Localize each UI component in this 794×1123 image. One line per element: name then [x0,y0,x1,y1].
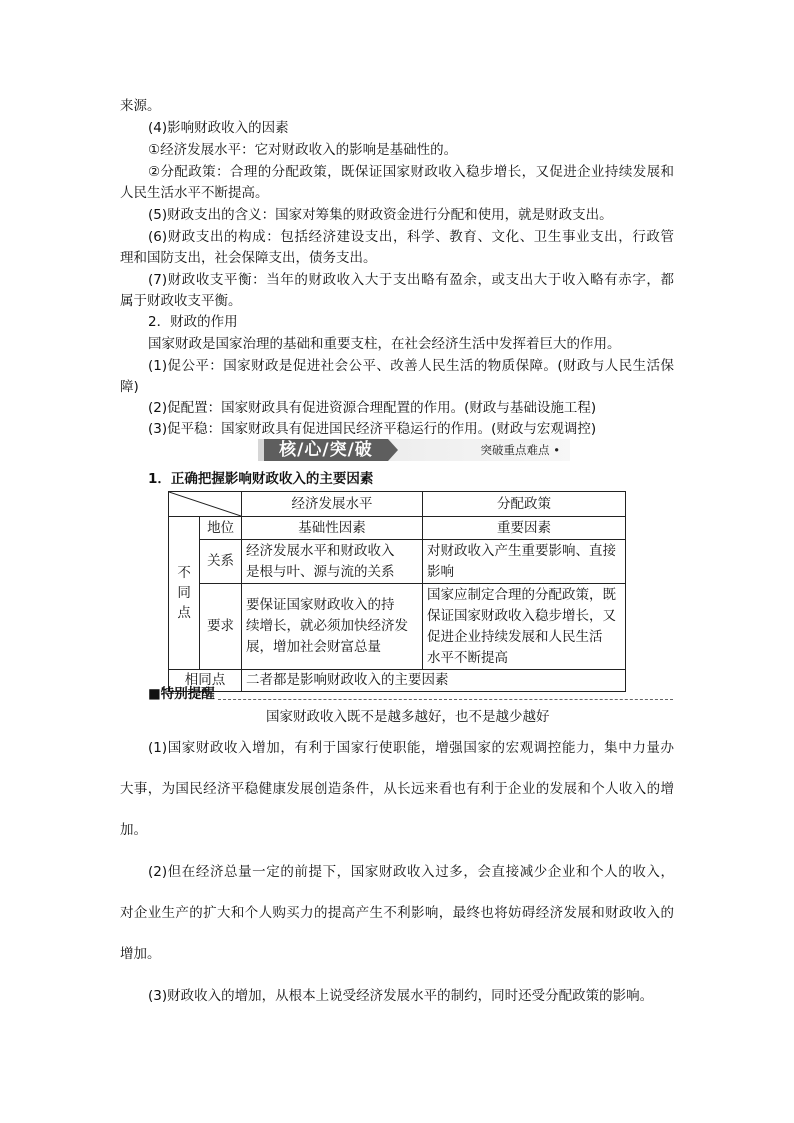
text-line: ①经济发展水平：它对财政收入的影响是基础性的。 [148,142,458,158]
text-line: 增加。 [120,946,161,962]
text-line: (1)促公平：国家财政是促进社会公平、改善人民生活的物质保障。(财政与人民生活保 [148,358,674,374]
text-line: 大事，为国民经济平稳健康发展创造条件，从长远来看也有利于企业的发展和个人收入的增 [120,781,674,797]
banner-title: 核/心/突/破 [264,439,388,461]
text-line: ②分配政策：合理的分配政策，既保证国家财政收入稳步增长，又促进企业持续发展和 [148,164,674,180]
table-row [169,670,626,692]
text-line: 属于财政收支平衡。 [120,293,242,309]
subheading: (4)影响财政收入的因素 [148,120,289,136]
text-line: 来源。 [120,98,161,114]
text-line: 障) [120,379,139,395]
row-label: 要求 [200,584,242,670]
text-line: (1)国家财政收入增加，有利于国家行使职能，增强国家的宏观调控能力，集中力量办 [148,740,674,756]
table-row [169,492,626,517]
text-line: (2)但在经济总量一定的前提下，国家财政收入过多，会直接减少企业和个人的收入， [148,864,674,880]
table-cell: 二者都是影响财政收入的主要因素 [242,670,626,692]
difference-group-label: 不 同 点 [169,517,200,670]
text-line: 加。 [120,822,147,838]
row-label: 关系 [200,540,242,584]
table-cell: 国家应制定合理的分配政策，既 保证国家财政收入稳步增长，又 促进企业持续发展和人民生活 水平不断提高 [423,584,626,670]
table-row [169,540,626,584]
special-reminder-label: ■特别提醒 [148,686,215,702]
comparison-table [168,491,626,692]
column-header-economy: 经济发展水平 [242,492,423,517]
section-banner [258,439,570,461]
text-line: 人民生活水平不断提高。 [120,185,269,201]
table-row [169,584,626,670]
table-heading: 1．正确把握影响财政收入的主要因素 [148,471,374,487]
text-line: (3)财政收入的增加，从根本上说受经济发展水平的制约，同时还受分配政策的影响。 [148,988,654,1004]
row-label: 地位 [200,517,242,540]
table-cell: 基础性因素 [242,517,423,540]
banner-subtitle: 突破重点难点 • [480,443,560,457]
text-line: (6)财政支出的构成：包括经济建设支出，科学、教育、文化、卫生事业支出，行政管 [148,229,674,245]
section-heading: 2．财政的作用 [148,314,238,330]
text-line: (5)财政支出的含义：国家对筹集的财政资金进行分配和使用，就是财政支出。 [148,207,613,223]
text-line: 国家财政是国家治理的基础和重要支柱，在社会经济生活中发挥着巨大的作用。 [148,336,621,352]
text-line: 对企业生产的扩大和个人购买力的提高产生不利影响，最终也将妨碍经济发展和财政收入的 [120,905,674,921]
table-cell: 要保证国家财政收入的持 续增长，就必须加快经济发 展，增加社会财富总量 [242,584,423,670]
reminder-title: 国家财政收入既不是越多越好，也不是越少越好 [266,709,550,725]
text-line: (7)财政收支平衡：当年的财政收入大于支出略有盈余，或支出大于收入略有赤字，都 [148,272,674,288]
text-line: 理和国防支出，社会保障支出，债务支出。 [120,250,377,266]
table-cell: 对财政收入产生重要影响、直接 影响 [423,540,626,584]
dashed-divider [218,699,673,700]
table-cell: 重要因素 [423,517,626,540]
table-row [169,517,626,540]
row-label: 相同点 [169,670,242,692]
column-header-distribution: 分配政策 [423,492,626,517]
diagonal-line [169,492,241,516]
table-cell: 经济发展水平和财政收入 是根与叶、源与流的关系 [242,540,423,584]
text-line: (2)促配置：国家财政具有促进资源合理配置的作用。(财政与基础设施工程) [148,400,597,416]
diagonal-header-cell [169,492,242,517]
text-line: (3)促平稳：国家财政具有促进国民经济平稳运行的作用。(财政与宏观调控) [148,421,597,437]
